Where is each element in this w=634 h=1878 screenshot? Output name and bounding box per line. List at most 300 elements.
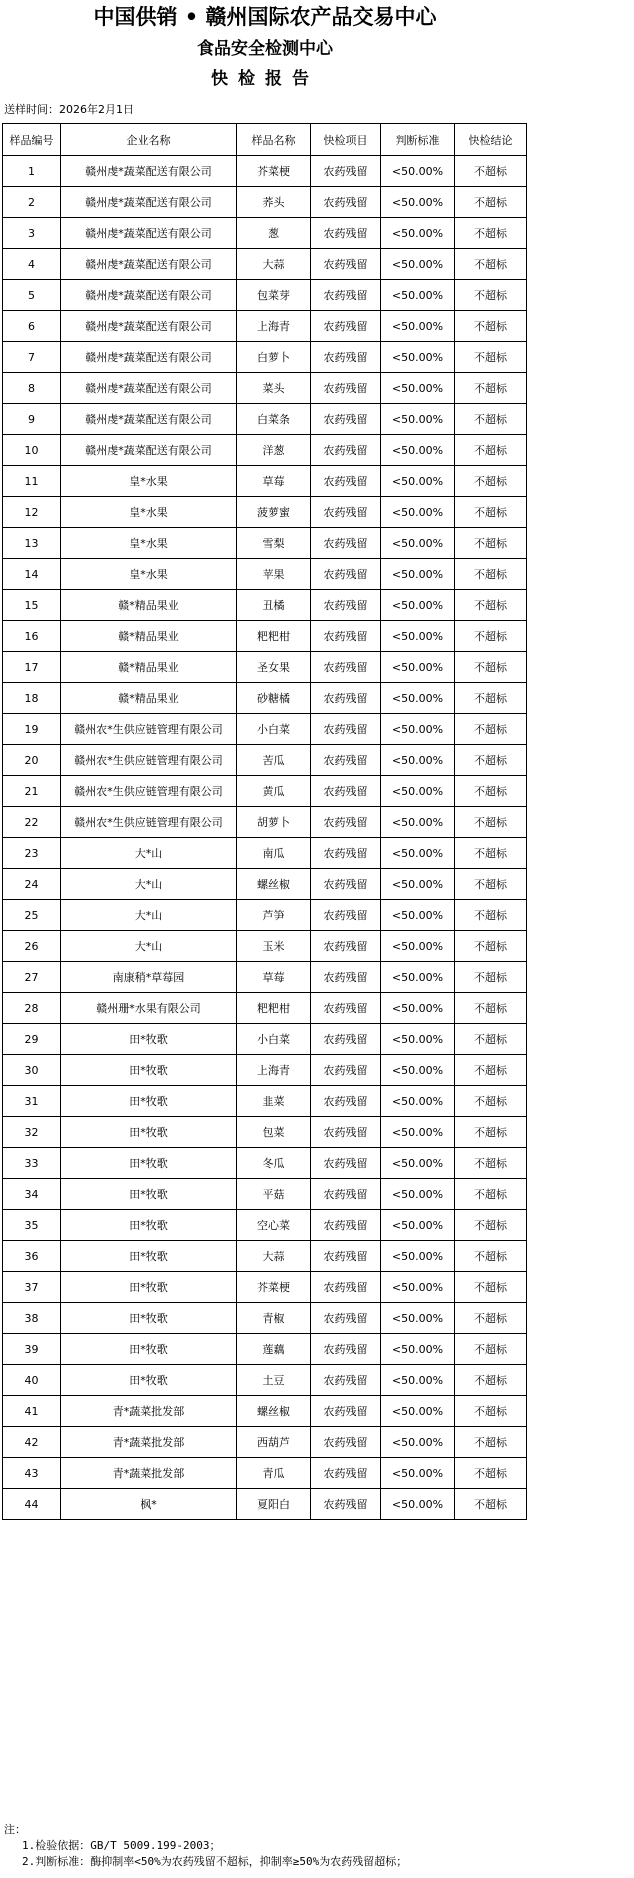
cell-sample-name: 洋葱 (237, 435, 311, 466)
cell-company: 皇*水果 (61, 497, 237, 528)
table-row (3, 1334, 527, 1365)
cell-sample-name: 螺丝椒 (237, 1396, 311, 1427)
cell-sample-name: 小白菜 (237, 714, 311, 745)
cell-test-item: 农药残留 (311, 1210, 381, 1241)
cell-sample-name: 冬瓜 (237, 1148, 311, 1179)
cell-sample-name: 粑粑柑 (237, 993, 311, 1024)
cell-conclusion: 不超标 (455, 838, 527, 869)
cell-company: 赣州虔*蔬菜配送有限公司 (61, 373, 237, 404)
cell-standard: <50.00% (381, 993, 455, 1024)
table-row (3, 280, 527, 311)
cell-standard: <50.00% (381, 497, 455, 528)
cell-test-item: 农药残留 (311, 1365, 381, 1396)
cell-standard: <50.00% (381, 156, 455, 187)
cell-company: 赣州珊*水果有限公司 (61, 993, 237, 1024)
report-center-title: 食品安全检测中心 (197, 39, 333, 59)
cell-conclusion: 不超标 (455, 1210, 527, 1241)
cell-test-item: 农药残留 (311, 1179, 381, 1210)
column-header-standard: 判断标准 (381, 124, 455, 156)
cell-company: 青*蔬菜批发部 (61, 1396, 237, 1427)
cell-test-item: 农药残留 (311, 1117, 381, 1148)
cell-standard: <50.00% (381, 1210, 455, 1241)
cell-sample-no: 2 (3, 187, 61, 218)
cell-test-item: 农药残留 (311, 838, 381, 869)
table-row (3, 1272, 527, 1303)
cell-test-item: 农药残留 (311, 187, 381, 218)
table-row (3, 1489, 527, 1520)
table-row (3, 497, 527, 528)
cell-sample-name: 平菇 (237, 1179, 311, 1210)
cell-conclusion: 不超标 (455, 1117, 527, 1148)
cell-standard: <50.00% (381, 466, 455, 497)
cell-test-item: 农药残留 (311, 497, 381, 528)
table-row (3, 249, 527, 280)
table-row (3, 1303, 527, 1334)
cell-test-item: 农药残留 (311, 900, 381, 931)
cell-sample-no: 36 (3, 1241, 61, 1272)
table-row (3, 1148, 527, 1179)
table-row (3, 590, 527, 621)
table-row (3, 776, 527, 807)
cell-sample-no: 42 (3, 1427, 61, 1458)
cell-sample-no: 40 (3, 1365, 61, 1396)
cell-standard: <50.00% (381, 249, 455, 280)
cell-standard: <50.00% (381, 1489, 455, 1520)
table-row (3, 559, 527, 590)
cell-test-item: 农药残留 (311, 714, 381, 745)
cell-company: 赣*精品果业 (61, 621, 237, 652)
cell-sample-no: 31 (3, 1086, 61, 1117)
cell-sample-name: 粑粑柑 (237, 621, 311, 652)
cell-sample-no: 44 (3, 1489, 61, 1520)
cell-company: 青*蔬菜批发部 (61, 1427, 237, 1458)
column-header-sample-no: 样品编号 (3, 124, 61, 156)
table-row (3, 1458, 527, 1489)
cell-conclusion: 不超标 (455, 404, 527, 435)
cell-test-item: 农药残留 (311, 1334, 381, 1365)
cell-company: 田*牧歌 (61, 1241, 237, 1272)
table-row (3, 683, 527, 714)
cell-standard: <50.00% (381, 1427, 455, 1458)
cell-company: 赣州虔*蔬菜配送有限公司 (61, 249, 237, 280)
cell-test-item: 农药残留 (311, 1427, 381, 1458)
cell-sample-name: 土豆 (237, 1365, 311, 1396)
cell-company: 皇*水果 (61, 528, 237, 559)
table-row (3, 962, 527, 993)
cell-sample-no: 10 (3, 435, 61, 466)
cell-test-item: 农药残留 (311, 621, 381, 652)
cell-conclusion: 不超标 (455, 466, 527, 497)
cell-company: 赣州虔*蔬菜配送有限公司 (61, 404, 237, 435)
cell-standard: <50.00% (381, 838, 455, 869)
cell-sample-no: 18 (3, 683, 61, 714)
cell-conclusion: 不超标 (455, 187, 527, 218)
table-body (3, 156, 527, 1520)
cell-conclusion: 不超标 (455, 1396, 527, 1427)
cell-sample-no: 7 (3, 342, 61, 373)
cell-standard: <50.00% (381, 776, 455, 807)
cell-sample-no: 5 (3, 280, 61, 311)
cell-standard: <50.00% (381, 652, 455, 683)
cell-company: 皇*水果 (61, 559, 237, 590)
cell-sample-no: 26 (3, 931, 61, 962)
cell-company: 田*牧歌 (61, 1148, 237, 1179)
cell-standard: <50.00% (381, 1241, 455, 1272)
table-row (3, 1179, 527, 1210)
cell-conclusion: 不超标 (455, 590, 527, 621)
cell-sample-no: 14 (3, 559, 61, 590)
cell-test-item: 农药残留 (311, 1148, 381, 1179)
cell-sample-name: 夏阳白 (237, 1489, 311, 1520)
cell-sample-name: 白萝卜 (237, 342, 311, 373)
cell-standard: <50.00% (381, 621, 455, 652)
cell-sample-name: 西葫芦 (237, 1427, 311, 1458)
table-row (3, 466, 527, 497)
cell-sample-no: 33 (3, 1148, 61, 1179)
cell-test-item: 农药残留 (311, 249, 381, 280)
cell-sample-no: 6 (3, 311, 61, 342)
cell-standard: <50.00% (381, 745, 455, 776)
cell-company: 大*山 (61, 900, 237, 931)
table-row (3, 745, 527, 776)
cell-sample-name: 小白菜 (237, 1024, 311, 1055)
cell-standard: <50.00% (381, 1365, 455, 1396)
table-row (3, 621, 527, 652)
cell-test-item: 农药残留 (311, 1489, 381, 1520)
cell-conclusion: 不超标 (455, 714, 527, 745)
cell-conclusion: 不超标 (455, 1365, 527, 1396)
cell-test-item: 农药残留 (311, 683, 381, 714)
cell-test-item: 农药残留 (311, 1086, 381, 1117)
cell-company: 大*山 (61, 931, 237, 962)
table-row (3, 931, 527, 962)
cell-standard: <50.00% (381, 1086, 455, 1117)
cell-conclusion: 不超标 (455, 373, 527, 404)
column-header-conclusion: 快检结论 (455, 124, 527, 156)
cell-company: 田*牧歌 (61, 1303, 237, 1334)
cell-sample-name: 芥菜梗 (237, 156, 311, 187)
cell-sample-name: 雪梨 (237, 528, 311, 559)
cell-company: 赣州农*生供应链管理有限公司 (61, 714, 237, 745)
cell-sample-name: 砂糖橘 (237, 683, 311, 714)
cell-company: 赣州虔*蔬菜配送有限公司 (61, 156, 237, 187)
cell-test-item: 农药残留 (311, 528, 381, 559)
table-row (3, 187, 527, 218)
cell-standard: <50.00% (381, 528, 455, 559)
cell-test-item: 农药残留 (311, 373, 381, 404)
cell-company: 赣*精品果业 (61, 652, 237, 683)
cell-sample-name: 芥菜梗 (237, 1272, 311, 1303)
cell-company: 大*山 (61, 869, 237, 900)
cell-sample-name: 上海青 (237, 1055, 311, 1086)
cell-sample-name: 玉米 (237, 931, 311, 962)
table-row (3, 404, 527, 435)
cell-conclusion: 不超标 (455, 1458, 527, 1489)
cell-sample-name: 上海青 (237, 311, 311, 342)
cell-sample-no: 8 (3, 373, 61, 404)
cell-standard: <50.00% (381, 1055, 455, 1086)
cell-test-item: 农药残留 (311, 435, 381, 466)
cell-company: 青*蔬菜批发部 (61, 1458, 237, 1489)
cell-company: 赣州农*生供应链管理有限公司 (61, 745, 237, 776)
table-row (3, 1427, 527, 1458)
cell-standard: <50.00% (381, 869, 455, 900)
cell-company: 赣州虔*蔬菜配送有限公司 (61, 311, 237, 342)
cell-sample-no: 9 (3, 404, 61, 435)
table-row (3, 1117, 527, 1148)
cell-sample-no: 16 (3, 621, 61, 652)
table-row (3, 528, 527, 559)
cell-standard: <50.00% (381, 1334, 455, 1365)
cell-sample-name: 螺丝椒 (237, 869, 311, 900)
cell-conclusion: 不超标 (455, 528, 527, 559)
cell-company: 赣*精品果业 (61, 590, 237, 621)
cell-conclusion: 不超标 (455, 342, 527, 373)
cell-sample-no: 24 (3, 869, 61, 900)
note-item: 2.判断标准：酶抑制率<50%为农药残留不超标，抑制率≥50%为农药残留超标； (22, 1855, 408, 1868)
cell-sample-no: 12 (3, 497, 61, 528)
cell-sample-no: 1 (3, 156, 61, 187)
cell-sample-no: 25 (3, 900, 61, 931)
cell-standard: <50.00% (381, 962, 455, 993)
notes-label: 注： (4, 1823, 26, 1836)
cell-sample-name: 菠萝蜜 (237, 497, 311, 528)
cell-standard: <50.00% (381, 435, 455, 466)
cell-conclusion: 不超标 (455, 249, 527, 280)
cell-sample-no: 22 (3, 807, 61, 838)
cell-test-item: 农药残留 (311, 1303, 381, 1334)
cell-conclusion: 不超标 (455, 807, 527, 838)
cell-standard: <50.00% (381, 342, 455, 373)
cell-sample-no: 41 (3, 1396, 61, 1427)
cell-sample-no: 27 (3, 962, 61, 993)
cell-conclusion: 不超标 (455, 1303, 527, 1334)
table-row (3, 1365, 527, 1396)
cell-standard: <50.00% (381, 404, 455, 435)
table-row (3, 311, 527, 342)
cell-sample-no: 37 (3, 1272, 61, 1303)
cell-sample-no: 11 (3, 466, 61, 497)
cell-company: 赣州农*生供应链管理有限公司 (61, 807, 237, 838)
cell-conclusion: 不超标 (455, 869, 527, 900)
cell-standard: <50.00% (381, 280, 455, 311)
cell-sample-no: 29 (3, 1024, 61, 1055)
cell-test-item: 农药残留 (311, 745, 381, 776)
cell-standard: <50.00% (381, 1458, 455, 1489)
cell-sample-no: 34 (3, 1179, 61, 1210)
cell-company: 田*牧歌 (61, 1210, 237, 1241)
cell-company: 田*牧歌 (61, 1117, 237, 1148)
cell-standard: <50.00% (381, 373, 455, 404)
cell-standard: <50.00% (381, 1179, 455, 1210)
cell-standard: <50.00% (381, 1303, 455, 1334)
cell-standard: <50.00% (381, 559, 455, 590)
cell-test-item: 农药残留 (311, 559, 381, 590)
table-row (3, 838, 527, 869)
cell-sample-name: 大蒜 (237, 1241, 311, 1272)
cell-test-item: 农药残留 (311, 311, 381, 342)
cell-sample-name: 大蒜 (237, 249, 311, 280)
cell-company: 赣州虔*蔬菜配送有限公司 (61, 342, 237, 373)
cell-conclusion: 不超标 (455, 1024, 527, 1055)
table-row (3, 1024, 527, 1055)
cell-standard: <50.00% (381, 714, 455, 745)
cell-standard: <50.00% (381, 900, 455, 931)
cell-standard: <50.00% (381, 1148, 455, 1179)
cell-test-item: 农药残留 (311, 931, 381, 962)
cell-test-item: 农药残留 (311, 280, 381, 311)
table-row (3, 1241, 527, 1272)
cell-sample-name: 丑橘 (237, 590, 311, 621)
cell-standard: <50.00% (381, 1117, 455, 1148)
table-row (3, 652, 527, 683)
cell-conclusion: 不超标 (455, 900, 527, 931)
cell-sample-name: 空心菜 (237, 1210, 311, 1241)
table-row (3, 993, 527, 1024)
cell-conclusion: 不超标 (455, 931, 527, 962)
cell-conclusion: 不超标 (455, 1086, 527, 1117)
cell-conclusion: 不超标 (455, 1055, 527, 1086)
table-header-row (3, 124, 527, 156)
cell-test-item: 农药残留 (311, 962, 381, 993)
column-header-test-item: 快检项目 (311, 124, 381, 156)
cell-test-item: 农药残留 (311, 1458, 381, 1489)
cell-sample-name: 圣女果 (237, 652, 311, 683)
column-header-sample-name: 样品名称 (237, 124, 311, 156)
cell-conclusion: 不超标 (455, 683, 527, 714)
cell-company: 赣州虔*蔬菜配送有限公司 (61, 280, 237, 311)
table-row (3, 373, 527, 404)
cell-sample-name: 胡萝卜 (237, 807, 311, 838)
cell-conclusion: 不超标 (455, 435, 527, 466)
cell-conclusion: 不超标 (455, 1179, 527, 1210)
cell-sample-no: 3 (3, 218, 61, 249)
cell-conclusion: 不超标 (455, 1427, 527, 1458)
table-row (3, 869, 527, 900)
cell-conclusion: 不超标 (455, 497, 527, 528)
cell-standard: <50.00% (381, 683, 455, 714)
column-header-company: 企业名称 (61, 124, 237, 156)
notes (4, 1822, 407, 1870)
cell-sample-name: 莲藕 (237, 1334, 311, 1365)
cell-conclusion: 不超标 (455, 776, 527, 807)
cell-standard: <50.00% (381, 931, 455, 962)
cell-conclusion: 不超标 (455, 311, 527, 342)
cell-company: 田*牧歌 (61, 1179, 237, 1210)
cell-test-item: 农药残留 (311, 869, 381, 900)
cell-sample-name: 苦瓜 (237, 745, 311, 776)
cell-conclusion: 不超标 (455, 993, 527, 1024)
cell-standard: <50.00% (381, 807, 455, 838)
cell-sample-name: 荞头 (237, 187, 311, 218)
cell-company: 枫* (61, 1489, 237, 1520)
cell-sample-name: 包菜 (237, 1117, 311, 1148)
cell-standard: <50.00% (381, 311, 455, 342)
cell-standard: <50.00% (381, 590, 455, 621)
cell-sample-no: 38 (3, 1303, 61, 1334)
cell-company: 田*牧歌 (61, 1365, 237, 1396)
cell-sample-name: 青瓜 (237, 1458, 311, 1489)
cell-sample-no: 13 (3, 528, 61, 559)
cell-sample-no: 39 (3, 1334, 61, 1365)
cell-company: 田*牧歌 (61, 1086, 237, 1117)
cell-sample-name: 草莓 (237, 466, 311, 497)
table-row (3, 218, 527, 249)
table-row (3, 1210, 527, 1241)
table-row (3, 1086, 527, 1117)
cell-company: 南康稍*草莓园 (61, 962, 237, 993)
cell-sample-name: 苹果 (237, 559, 311, 590)
cell-standard: <50.00% (381, 1396, 455, 1427)
cell-company: 大*山 (61, 838, 237, 869)
table-row (3, 714, 527, 745)
table-row (3, 156, 527, 187)
cell-sample-name: 韭菜 (237, 1086, 311, 1117)
cell-sample-name: 黄瓜 (237, 776, 311, 807)
table-row (3, 807, 527, 838)
cell-conclusion: 不超标 (455, 1148, 527, 1179)
cell-sample-no: 32 (3, 1117, 61, 1148)
note-item: 1.检验依据：GB/T 5009.199-2003； (22, 1839, 221, 1852)
cell-sample-no: 21 (3, 776, 61, 807)
results-table (2, 123, 527, 1520)
cell-sample-no: 20 (3, 745, 61, 776)
cell-conclusion: 不超标 (455, 1489, 527, 1520)
cell-sample-no: 23 (3, 838, 61, 869)
cell-company: 田*牧歌 (61, 1272, 237, 1303)
table-row (3, 900, 527, 931)
cell-sample-name: 南瓜 (237, 838, 311, 869)
cell-company: 赣州虔*蔬菜配送有限公司 (61, 187, 237, 218)
cell-test-item: 农药残留 (311, 590, 381, 621)
cell-conclusion: 不超标 (455, 156, 527, 187)
cell-test-item: 农药残留 (311, 218, 381, 249)
cell-test-item: 农药残留 (311, 1024, 381, 1055)
cell-test-item: 农药残留 (311, 807, 381, 838)
cell-test-item: 农药残留 (311, 1272, 381, 1303)
cell-sample-name: 白菜条 (237, 404, 311, 435)
cell-test-item: 农药残留 (311, 1241, 381, 1272)
cell-test-item: 农药残留 (311, 1055, 381, 1086)
table-row (3, 1055, 527, 1086)
cell-sample-no: 30 (3, 1055, 61, 1086)
cell-conclusion: 不超标 (455, 280, 527, 311)
table-row (3, 1396, 527, 1427)
table-row (3, 435, 527, 466)
cell-test-item: 农药残留 (311, 652, 381, 683)
cell-sample-name: 包菜芽 (237, 280, 311, 311)
cell-conclusion: 不超标 (455, 745, 527, 776)
cell-sample-no: 17 (3, 652, 61, 683)
cell-sample-no: 4 (3, 249, 61, 280)
cell-sample-no: 43 (3, 1458, 61, 1489)
cell-standard: <50.00% (381, 218, 455, 249)
cell-sample-no: 19 (3, 714, 61, 745)
cell-company: 皇*水果 (61, 466, 237, 497)
cell-standard: <50.00% (381, 1024, 455, 1055)
cell-sample-no: 15 (3, 590, 61, 621)
report-title: 快检报告 (211, 69, 319, 89)
cell-company: 田*牧歌 (61, 1024, 237, 1055)
cell-conclusion: 不超标 (455, 652, 527, 683)
sample-time: 送样时间：2026年2月1日 (4, 103, 134, 116)
cell-company: 赣*精品果业 (61, 683, 237, 714)
cell-conclusion: 不超标 (455, 559, 527, 590)
cell-conclusion: 不超标 (455, 1241, 527, 1272)
cell-standard: <50.00% (381, 1272, 455, 1303)
cell-test-item: 农药残留 (311, 404, 381, 435)
cell-conclusion: 不超标 (455, 218, 527, 249)
